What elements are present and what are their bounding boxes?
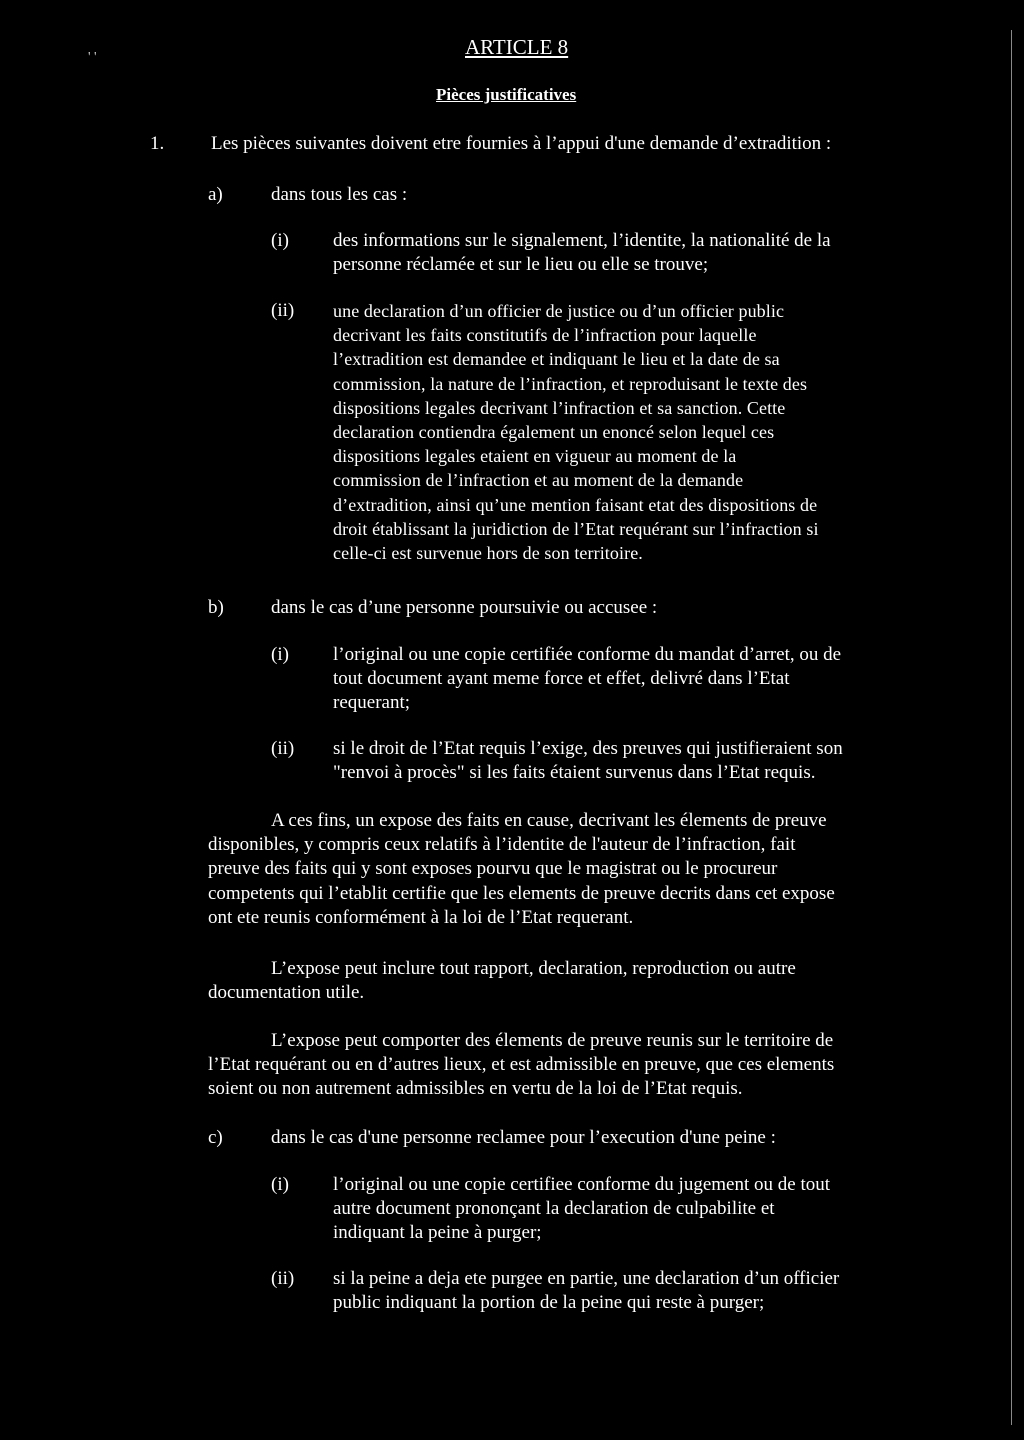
text-line: l’original ou une copie certifiée conforme du mandat d’arret, ou de [333,644,842,665]
text-line: public indiquant la portion de la peine qui reste à purger; [333,1292,765,1314]
text-line: "renvoi à procès" si les faits étaient survenus dans l’Etat requis. [333,762,816,784]
article-subtitle: Pièces justificatives [436,85,577,104]
text-line: competents qui l’etablit certifie que les elements de preuve decrits dans cet expose [208,882,835,904]
text-line: requerant; [333,692,411,714]
text-line: soient ou non autrement admissibles en vertu de la loi de l’Etat requis. [208,1078,743,1100]
paragraph-b-rapport [208,957,796,1005]
text-line: documentation utile. [208,982,365,1004]
text-line: droit établissant la juridiction de l’Etat requérant sur l’infraction si [333,518,819,539]
paragraph-intro: Les pièces suivantes doivent etre fournies à l’appui d'une demande d’extradition : [211,133,832,154]
paragraph-b-preuve [208,1029,834,1102]
text-line: une declaration d’un officier de justice ou d’un officier public [333,301,785,321]
text-line: autre document prononçant la declaration de culpabilite et [333,1198,775,1220]
text-line: decrivant les faits constitutifs de l’infraction pour laquelle [333,325,757,346]
item-b-ii-marker: (ii) [271,738,295,759]
text-line: dispositions legales etaient en vigueur au moment de la [333,446,737,467]
text-line: celle-ci est survenue hors de son territoire. [333,543,643,564]
text-line: l’original ou une copie certifiee conforme du jugement ou de tout [333,1174,830,1195]
text-line: L’expose peut inclure tout rapport, declaration, reproduction ou autre [271,958,796,979]
text-line: si le droit de l’Etat requis l’exige, des preuves qui justifieraient son [333,738,843,759]
item-a-ii-marker: (ii) [271,300,295,321]
text-line: A ces fins, un expose des faits en cause, decrivant les élements de preuve [271,810,827,831]
section-c-heading: dans le cas d'une personne reclamee pour l’execution d'une peine : [271,1127,776,1148]
text-line: d’extradition, ainsi qu’une mention faisant etat des dispositions de [333,494,818,515]
text-line: dispositions legales decrivant l’infraction et sa sanction. Cette [333,397,786,418]
text-line: l’extradition est demandee et indiquant le lieu et la date de sa [333,349,780,370]
item-c-i-marker: (i) [271,1174,289,1195]
text-line: indiquant la peine à purger; [333,1222,542,1244]
scan-marks: ' ' [88,50,97,65]
text-line: ont ete reunis conformément à la loi de l’Etat requerant. [208,906,634,928]
scan-edge-line [1011,30,1012,1425]
text-line: si la peine a deja ete purgee en partie, une declaration d’un officier [333,1268,840,1289]
section-a-marker: a) [208,184,223,205]
text-line: preuve des faits qui y sont exposes pourvu que le magistrat ou le procureur [208,858,778,880]
item-c-ii-marker: (ii) [271,1268,295,1289]
item-b-i-marker: (i) [271,644,289,665]
section-b-marker: b) [208,597,224,618]
item-a-i-text [333,229,831,277]
text-line: declaration contiendra également un enoncé selon lequel ces [333,422,775,443]
section-c-marker: c) [208,1127,223,1148]
item-c-i-text [333,1173,830,1246]
text-line: disponibles, y compris ceux relatifs à l’identite de l'auteur de l’infraction, fait [208,834,796,856]
text-line: commission, la nature de l’infraction, et reproduisant le texte des [333,373,808,394]
item-a-ii-text [333,299,819,565]
section-b-heading: dans le cas d’une personne poursuivie ou accusee : [271,597,658,618]
text-line: l’Etat requérant ou en d’autres lieux, et est admissible en preuve, que ces elements [208,1054,835,1076]
item-c-ii-text [333,1267,839,1315]
text-line: personne réclamée et sur le lieu ou elle se trouve; [333,254,709,276]
item-b-ii-text [333,737,843,785]
paragraph-number: 1. [150,133,165,154]
text-line: tout document ayant meme force et effet, delivré dans l’Etat [333,668,790,690]
text-line: L’expose peut comporter des élements de preuve reunis sur le territoire de [271,1030,834,1051]
article-title: ARTICLE 8 [465,35,569,59]
text-line: des informations sur le signalement, l’identite, la nationalité de la [333,230,831,251]
item-a-i-marker: (i) [271,230,289,251]
item-b-i-text [333,643,841,716]
text-line: commission de l’infraction et au moment de la demande [333,470,744,491]
section-a-heading: dans tous les cas : [271,184,408,205]
paragraph-b-expose [208,809,835,930]
